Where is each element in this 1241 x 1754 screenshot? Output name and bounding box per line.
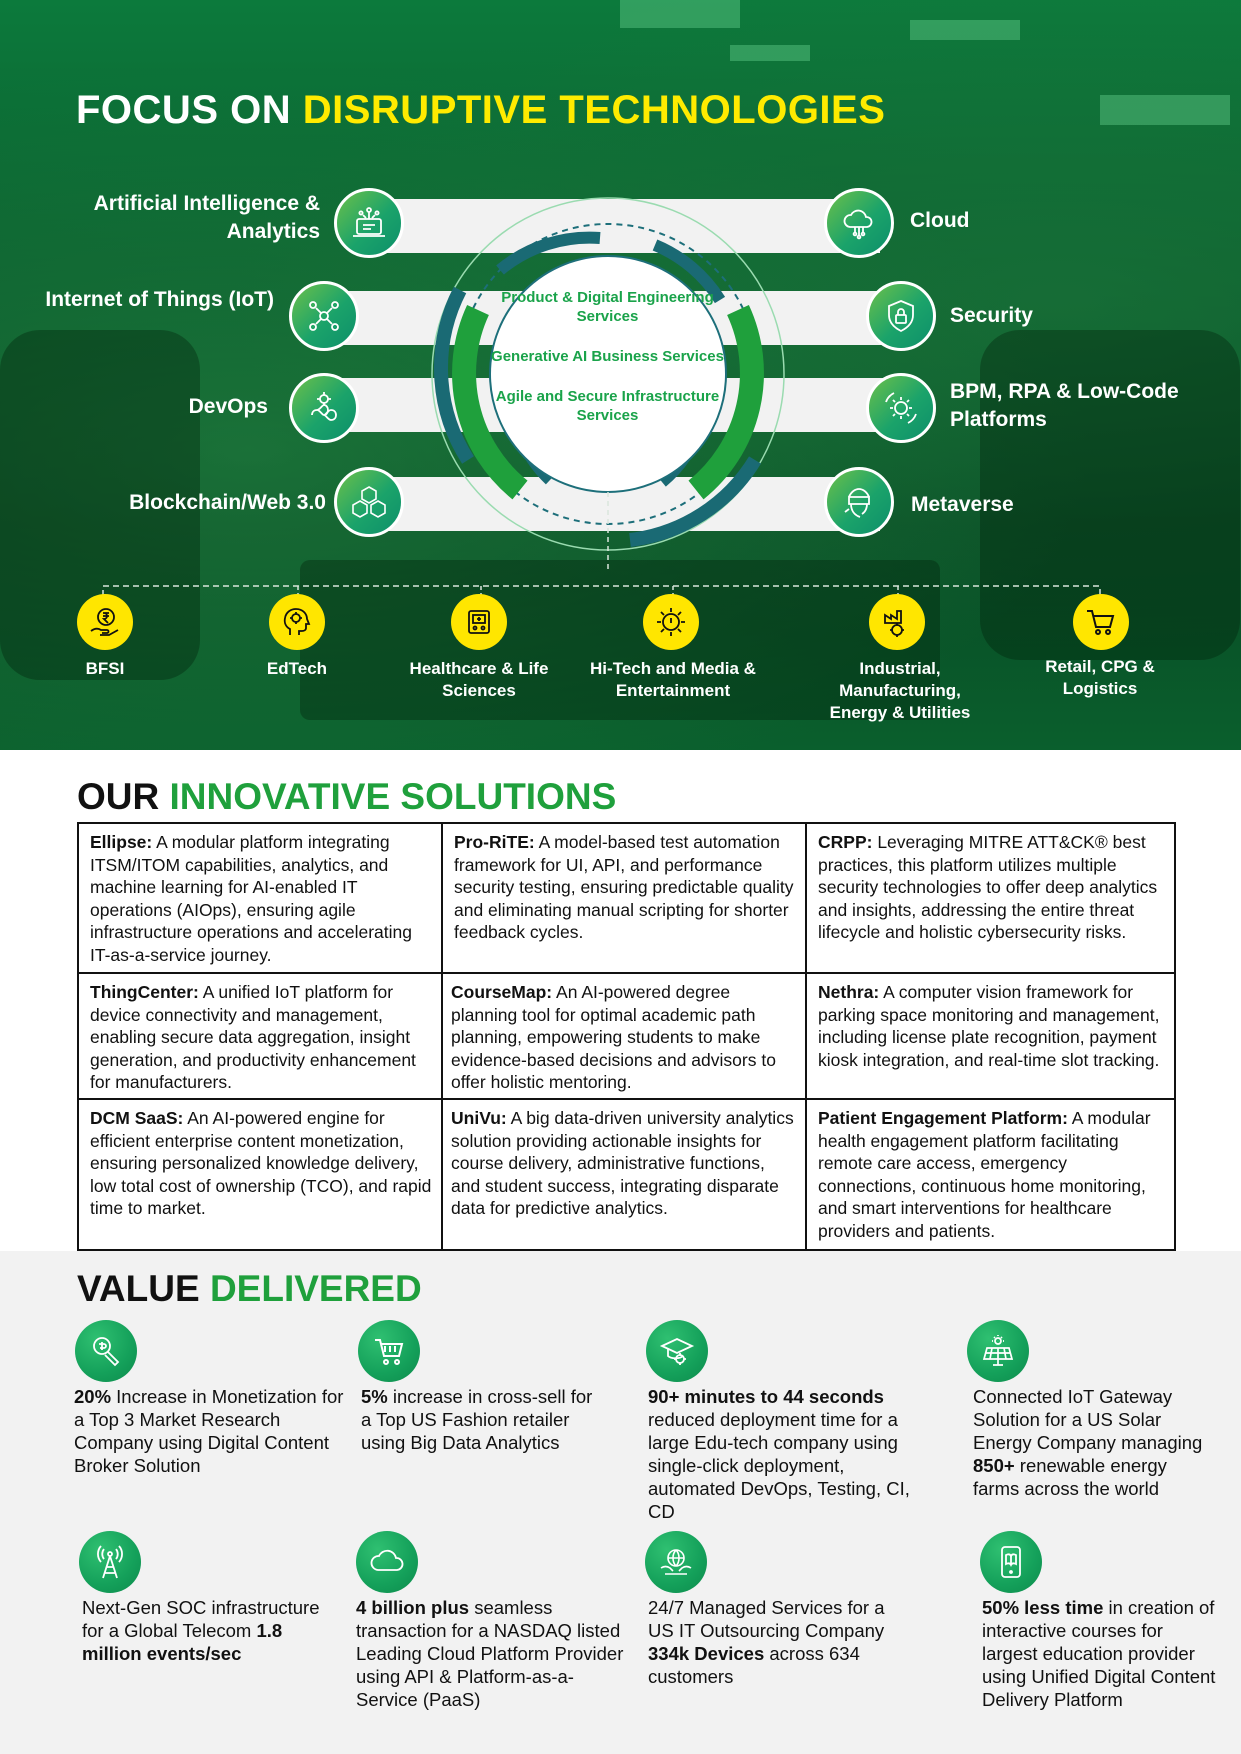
tablet-book-icon [980, 1531, 1042, 1593]
solution-dcm-saas [79, 1100, 443, 1249]
solution-patient-engagement [807, 1100, 1174, 1249]
ceiling-light [620, 0, 740, 28]
value-text: Next-Gen SOC infrastructure for a Global Telecom [82, 1597, 320, 1641]
value-text: Increase in Monetization for a Top 3 Market Research Company using Digital Content Broker Solution [74, 1386, 344, 1476]
center-services [490, 288, 725, 446]
solution-coursemap [443, 974, 807, 1100]
tech-label-cloud: Cloud [910, 209, 970, 232]
industry-label-bfsi: BFSI [85, 659, 125, 678]
solution-desc: Leveraging MITRE ATT&CK® best practices, this platform utilizes multiple security technologies to offer deep analytics and insights, addressing the entire threat lifecycle and holistic cybersecurity risks. [818, 832, 1158, 943]
vr-headset-icon [824, 467, 894, 537]
industry-label-hitech: Hi-Tech and Media & Entertainment [590, 659, 756, 700]
value-item-courses [982, 1596, 1222, 1711]
tech-label-bpm: BPM, RPA & Low-Code Platforms [950, 380, 1179, 431]
solution-desc: A model-based test automation framework for UI, API, and performance security testing, ensuring predictable quality and eliminating manual scripting for shorter feedback cycles. [454, 832, 794, 943]
solution-name: CourseMap: [451, 982, 553, 1002]
value-text: renewable energy farms across the world [973, 1455, 1167, 1499]
solution-name: Pro-RiTE: [454, 832, 535, 852]
value-title-highlight: DELIVERED [209, 1268, 422, 1309]
solution-desc: A modular health engagement platform facilitating remote care access, emergency connections, continuous home monitoring, and smart interventions for healthcare providers and patients. [818, 1108, 1151, 1241]
industry-connector [0, 570, 1241, 600]
solution-desc: A modular platform integrating ITSM/ITOM capabilities, analytics, and machine learning for AI-enabled IT operations (AIOps), ensuring agile infrastructure operations and accelerating IT-as-a-service journey. [90, 832, 412, 965]
graduation-cap-gear-icon [646, 1320, 708, 1382]
value-title-prefix: VALUE [77, 1268, 210, 1309]
service-product-engineering: Product & Digital Engineering Services [501, 289, 714, 325]
medical-device-icon [451, 594, 507, 650]
tech-label-metaverse: Metaverse [911, 493, 1014, 516]
value-highlight: 50% less time [982, 1597, 1104, 1618]
solution-thingcenter [79, 974, 443, 1100]
rupee-hand-icon [77, 594, 133, 650]
process-gear-icon [866, 373, 936, 443]
factory-gear-icon [869, 594, 925, 650]
value-highlight: 5% [361, 1386, 388, 1407]
solution-name: Nethra: [818, 982, 880, 1002]
value-text: seamless transaction for a NASDAQ listed Leading Cloud Platform Provider using API & Platform-as-a-Service (PaaS) [356, 1597, 624, 1710]
shopping-cart-icon [1073, 594, 1129, 650]
industry-label-healthcare: Healthcare & Life Sciences [409, 659, 549, 700]
value-highlight: 90+ minutes to 44 seconds [648, 1386, 884, 1407]
brain-head-icon [269, 594, 325, 650]
blockchain-cubes-icon [334, 467, 404, 537]
solution-desc: An AI-powered degree planning tool for optimal academic path planning, empowering students to make evidence-based decisions and advisors to offer holistic mentoring. [451, 982, 776, 1093]
solution-nethra [807, 974, 1174, 1100]
solutions-title-highlight: INNOVATIVE SOLUTIONS [169, 776, 617, 817]
solution-desc: A big data-driven university analytics solution providing actionable insights for course delivery, administrative functions, and student success, integrating disparate data for predictive analytics. [451, 1108, 794, 1219]
solution-name: ThingCenter: [90, 982, 199, 1002]
iot-network-icon [289, 281, 359, 351]
value-title [77, 1268, 422, 1310]
value-text: increase in cross-sell for a Top US Fashion retailer using Big Data Analytics [361, 1386, 593, 1453]
value-text: Connected IoT Gateway Solution for a US Solar Energy Company managing [973, 1386, 1203, 1453]
value-item-iot-gateway [973, 1385, 1213, 1500]
value-item-managed-services [648, 1596, 908, 1688]
value-highlight: 334k Devices [648, 1643, 765, 1664]
gear-power-icon [643, 594, 699, 650]
globe-hands-icon [645, 1531, 707, 1593]
hero-title-highlight: DISRUPTIVE TECHNOLOGIES [302, 88, 886, 132]
value-text: across 634 customers [648, 1643, 860, 1687]
ceiling-light [1100, 95, 1230, 125]
solutions-grid [77, 822, 1176, 1251]
industry-label-edtech: EdTech [266, 659, 328, 678]
tech-label-ai: Artificial Intelligence & Analytics [93, 192, 320, 243]
ceiling-light [730, 45, 810, 61]
solar-panel-icon [967, 1320, 1029, 1382]
ceiling-light [910, 20, 1020, 40]
solution-desc: An AI-powered engine for efficient enterprise content monetization, ensuring personalized knowledge delivery, low total cost of ownership (TCO), and rapid time to market. [90, 1108, 432, 1219]
solution-crpp [807, 824, 1174, 974]
value-item-cross-sell [361, 1385, 601, 1454]
solution-desc: A computer vision framework for parking space monitoring and management, including license plate recognition, payment kiosk integration, and real-time slot tracking. [818, 982, 1160, 1070]
tech-label-blockchain: Blockchain/Web 3.0 [129, 491, 326, 514]
monetization-search-icon [75, 1320, 137, 1382]
value-item-monetization [74, 1385, 344, 1477]
hero-title-prefix: FOCUS ON [76, 88, 303, 132]
value-item-soc [82, 1596, 322, 1665]
solution-univu [443, 1100, 807, 1249]
value-text: reduced deployment time for a large Edu-tech company using single-click deployment, automated DevOps, Testing, CI, CD [648, 1409, 910, 1522]
solution-pro-rite [443, 824, 807, 974]
value-highlight: 20% [74, 1386, 112, 1407]
cloud-icon [356, 1531, 418, 1593]
tech-label-devops: DevOps [188, 395, 268, 418]
cloud-icon [824, 188, 894, 258]
tech-label-security: Security [950, 304, 1033, 327]
value-text: 24/7 Managed Services for a US IT Outsourcing Company [648, 1597, 885, 1641]
solution-desc: A unified IoT platform for device connectivity and management, enabling secure data aggregation, insight generation, and productivity enhancement for manufacturers. [90, 982, 416, 1093]
solutions-title [77, 776, 616, 818]
shield-lock-icon [866, 281, 936, 351]
hero-section [0, 0, 1241, 750]
ai-laptop-icon [334, 188, 404, 258]
service-generative-ai: Generative AI Business Services [491, 348, 724, 365]
value-highlight: 1.8 million events/sec [82, 1620, 283, 1664]
value-item-deployment [648, 1385, 918, 1523]
shopping-cart-icon [358, 1320, 420, 1382]
value-text: in creation of interactive courses for largest education provider using Unified Digital Content Delivery Platform [982, 1597, 1216, 1710]
industry-label-industrial: Industrial, Manufacturing, Energy & Utilities [829, 659, 971, 722]
value-highlight: 4 billion plus [356, 1597, 470, 1618]
hero-title [76, 88, 885, 133]
service-infrastructure: Agile and Secure Infrastructure Services [495, 388, 720, 424]
solutions-title-prefix: OUR [77, 776, 170, 817]
value-item-transactions [356, 1596, 626, 1711]
solution-name: UniVu: [451, 1108, 507, 1128]
value-highlight: 850+ [973, 1455, 1015, 1476]
solution-name: Patient Engagement Platform: [818, 1108, 1068, 1128]
industry-label-retail: Retail, CPG & Logistics [1045, 657, 1155, 698]
solution-ellipse [79, 824, 443, 974]
tech-label-iot: Internet of Things (IoT) [45, 288, 274, 311]
devops-infinity-icon [289, 373, 359, 443]
solution-name: DCM SaaS: [90, 1108, 184, 1128]
solution-name: CRPP: [818, 832, 873, 852]
solution-name: Ellipse: [90, 832, 153, 852]
signal-tower-icon [79, 1531, 141, 1593]
